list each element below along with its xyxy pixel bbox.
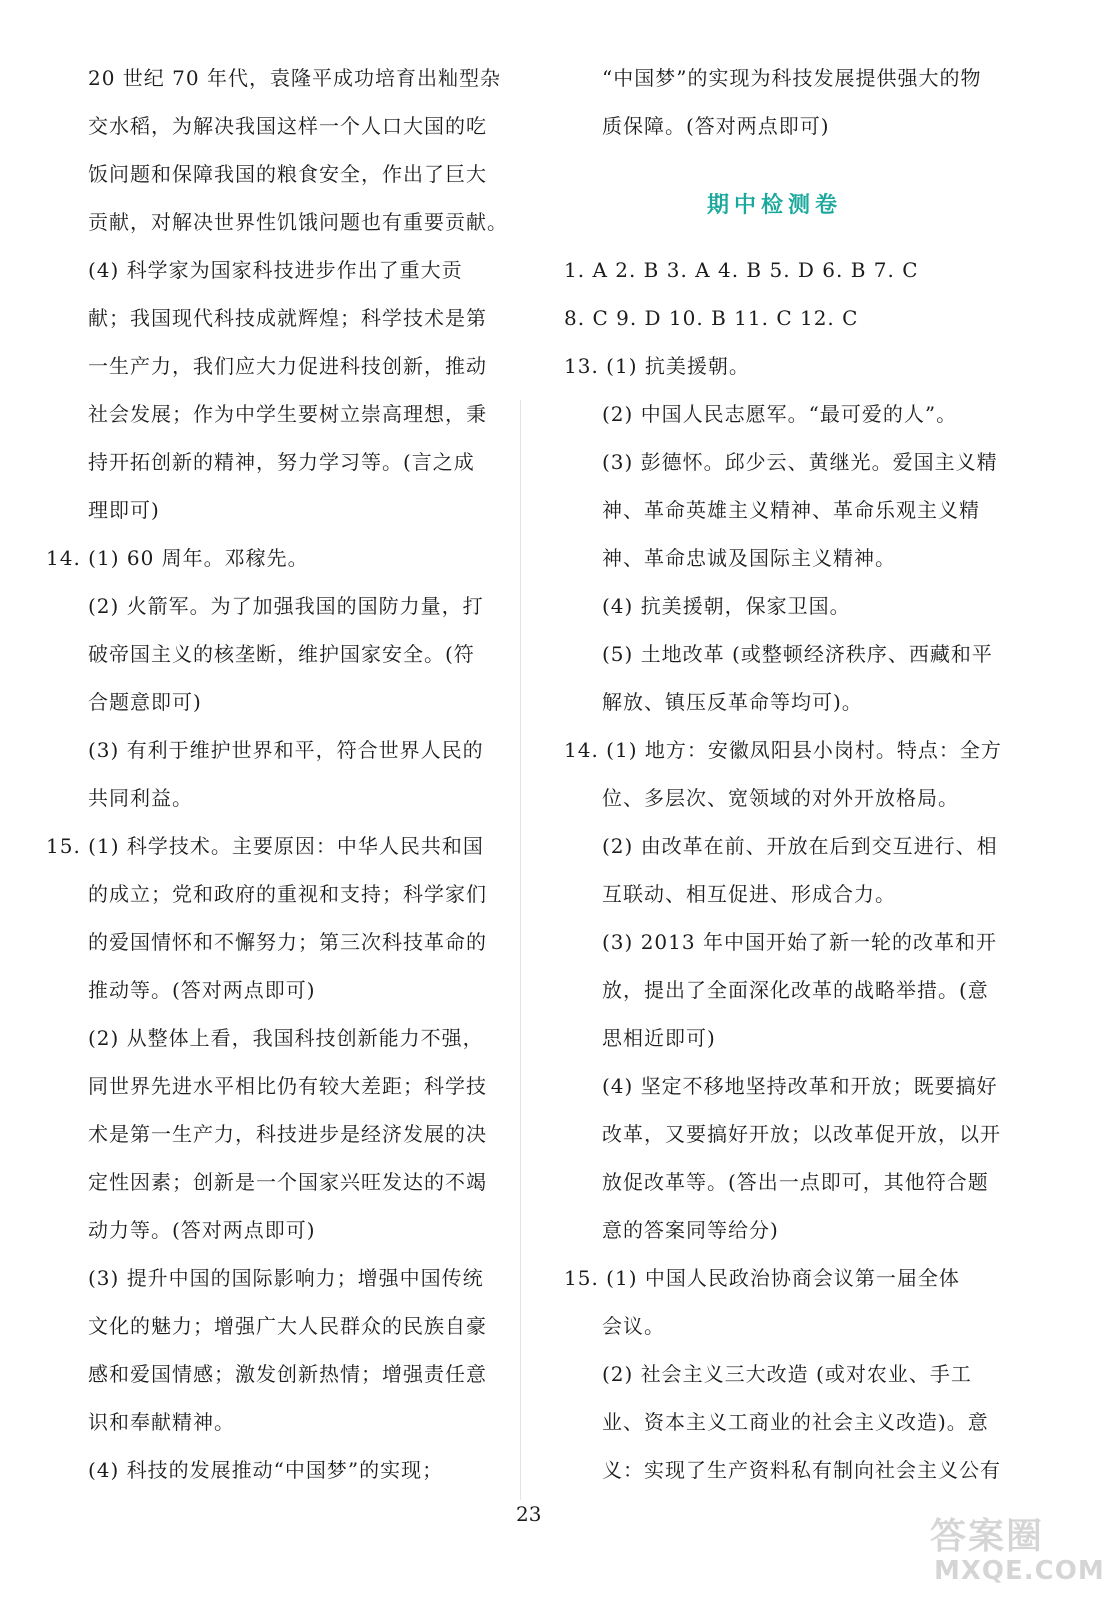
text-line: (3) 有利于维护世界和平，符合世界人民的 xyxy=(88,738,484,762)
text-line: 14. (1) 60 周年。邓稼先。 xyxy=(46,546,309,570)
text-line: 献；我国现代科技成就辉煌；科学技术是第 xyxy=(88,306,487,330)
text-line: (3) 彭德怀。邱少云、黄继光。爱国主义精 xyxy=(602,450,998,474)
answer-line: 1. A 2. B 3. A 4. B 5. D 6. B 7. C xyxy=(564,258,919,282)
text-line: 义：实现了生产资料私有制向社会主义公有 xyxy=(602,1458,1001,1482)
text-line: (2) 中国人民志愿军。“最可爱的人”。 xyxy=(602,402,958,426)
text-line: 20 世纪 70 年代，袁隆平成功培育出籼型杂 xyxy=(88,66,501,90)
text-line: 交水稻，为解决我国这样一个人口大国的吃 xyxy=(88,114,487,138)
text-line: 的爱国情怀和不懈努力；第三次科技革命的 xyxy=(88,930,487,954)
text-line: 思相近即可) xyxy=(602,1026,716,1050)
column-divider xyxy=(520,400,521,1500)
text-line: 共同利益。 xyxy=(88,786,193,810)
text-line: 定性因素；创新是一个国家兴旺发达的不竭 xyxy=(88,1170,487,1194)
text-line: 持开拓创新的精神，努力学习等。(言之成 xyxy=(88,450,475,474)
text-line: 13. (1) 抗美援朝。 xyxy=(564,354,750,378)
text-line: 神、革命忠诚及国际主义精神。 xyxy=(602,546,896,570)
text-line: (4) 抗美援朝，保家卫国。 xyxy=(602,594,851,618)
text-line: (4) 坚定不移地坚持改革和开放；既要搞好 xyxy=(602,1074,998,1098)
text-line: (3) 提升中国的国际影响力；增强中国传统 xyxy=(88,1266,484,1290)
text-line: 理即可) xyxy=(88,498,160,522)
text-line: 同世界先进水平相比仍有较大差距；科学技 xyxy=(88,1074,487,1098)
text-line: (4) 科学家为国家科技进步作出了重大贡 xyxy=(88,258,463,282)
text-line: 15. (1) 中国人民政治协商会议第一届全体 xyxy=(564,1266,960,1290)
text-line: 神、革命英雄主义精神、革命乐观主义精 xyxy=(602,498,980,522)
text-line: 互联动、相互促进、形成合力。 xyxy=(602,882,896,906)
text-line: 感和爱国情感；激发创新热情；增强责任意 xyxy=(88,1362,487,1386)
text-line: 放促改革等。(答出一点即可，其他符合题 xyxy=(602,1170,989,1194)
section-title: 期中检测卷 xyxy=(707,193,843,218)
text-line: (2) 从整体上看，我国科技创新能力不强， xyxy=(88,1026,484,1050)
text-line: 饭问题和保障我国的粮食安全，作出了巨大 xyxy=(88,162,487,186)
text-line: 14. (1) 地方：安徽凤阳县小岗村。特点：全方 xyxy=(564,738,1002,762)
text-line: 合题意即可) xyxy=(88,690,202,714)
text-line: (3) 2013 年中国开始了新一轮的改革和开 xyxy=(602,930,997,954)
text-line: 质保障。(答对两点即可) xyxy=(602,114,830,138)
text-line: (5) 土地改革 (或整顿经济秩序、西藏和平 xyxy=(602,642,993,666)
page-number: 23 xyxy=(516,1502,542,1526)
watermark-logo: 答案圈 xyxy=(930,1516,1045,1557)
watermark xyxy=(930,1508,1105,1596)
text-line: 位、多层次、宽领域的对外开放格局。 xyxy=(602,786,959,810)
text-line: 识和奉献精神。 xyxy=(88,1410,235,1434)
text-line: 的成立；党和政府的重视和支持；科学家们 xyxy=(88,882,487,906)
text-line: (2) 社会主义三大改造 (或对农业、手工 xyxy=(602,1362,972,1386)
text-line: 放，提出了全面深化改革的战略举措。(意 xyxy=(602,978,989,1002)
answer-line: 8. C 9. D 10. B 11. C 12. C xyxy=(564,306,859,330)
text-line: 会议。 xyxy=(602,1314,665,1338)
text-line: 业、资本主义工商业的社会主义改造)。意 xyxy=(602,1410,989,1434)
text-line: 推动等。(答对两点即可) xyxy=(88,978,316,1002)
text-line: 改革，又要搞好开放；以改革促开放，以开 xyxy=(602,1122,1001,1146)
text-line: 动力等。(答对两点即可) xyxy=(88,1218,316,1242)
text-line: 15. (1) 科学技术。主要原因：中华人民共和国 xyxy=(46,834,484,858)
text-line: 术是第一生产力，科技进步是经济发展的决 xyxy=(88,1122,487,1146)
text-line: 意的答案同等给分) xyxy=(602,1218,779,1242)
text-line: (2) 由改革在前、开放在后到交互进行、相 xyxy=(602,834,998,858)
text-line: 社会发展；作为中学生要树立崇高理想，秉 xyxy=(88,402,487,426)
text-line: (2) 火箭军。为了加强我国的国防力量，打 xyxy=(88,594,484,618)
text-line: (4) 科技的发展推动“中国梦”的实现； xyxy=(88,1458,444,1482)
text-line: “中国梦”的实现为科技发展提供强大的物 xyxy=(602,66,982,90)
watermark-url: MXQE.COM xyxy=(934,1556,1105,1586)
text-line: 文化的魅力；增强广大人民群众的民族自豪 xyxy=(88,1314,487,1338)
text-line: 解放、镇压反革命等均可)。 xyxy=(602,690,863,714)
text-line: 破帝国主义的核垄断，维护国家安全。(符 xyxy=(88,642,475,666)
text-line: 一生产力，我们应大力促进科技创新，推动 xyxy=(88,354,487,378)
text-line: 贡献，对解决世界性饥饿问题也有重要贡献。 xyxy=(88,210,508,234)
